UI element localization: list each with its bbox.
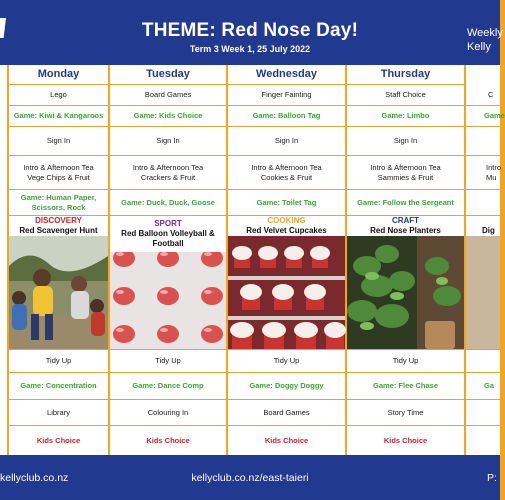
footer-website[interactable]: kellyclub.co.nz [0, 472, 69, 484]
kids-choice: Kids Choice [383, 435, 428, 445]
tidy-up: Tidy Up [228, 349, 345, 373]
category-label: SPORT [154, 219, 182, 228]
kids-choice-blank [466, 426, 500, 455]
sign-in: Sign In [9, 127, 108, 156]
activity-1: C [466, 85, 500, 106]
header-side-text-1: Weekly [467, 27, 503, 39]
afternoon-tea-line-2: Sammies & Fruit [377, 172, 434, 182]
tidy-up: Tidy Up [9, 349, 108, 373]
activity-1: Board Games [110, 85, 226, 106]
footer-banner [0, 455, 500, 500]
game-2: Game: Duck, Duck, Goose [110, 190, 226, 216]
header-side-text-2: Kelly [467, 41, 491, 53]
game-2: Game: Toilet Tag [228, 190, 345, 216]
page-subtitle: Term 3 Week 1, 25 July 2022 [189, 44, 311, 54]
game-2-blank [466, 190, 500, 216]
activity-2: Story Time [347, 400, 464, 426]
red-balls-photo [110, 236, 226, 349]
afternoon-tea-line-1: Intro [486, 163, 502, 173]
weekly-schedule-grid [0, 65, 505, 455]
game-2-line-2: Scissors, Rock [31, 202, 86, 212]
afternoon-tea-line-1: Intro & Afternoon Tea [23, 163, 94, 173]
sign-in: Sign In [347, 127, 464, 156]
game-1: Game: Kiwi & Kangaroos [9, 106, 108, 127]
game-3: Ga [466, 373, 500, 400]
afternoon-tea-line-1: Intro & Afternoon Tea [132, 163, 204, 173]
activity-2: Board Games [228, 400, 345, 426]
kids-choice: Kids Choice [36, 435, 81, 445]
feature-activity [110, 216, 226, 252]
sign-in-blank [466, 127, 500, 156]
header-banner [0, 0, 503, 65]
footer-phone-label: P: [487, 472, 497, 484]
column-thursday [347, 65, 464, 455]
feature-title-line-2: Football [152, 239, 184, 248]
game-3: Game: Concentration [9, 373, 108, 400]
tidy-up: Tidy Up [110, 349, 226, 373]
potted-plants-photo [347, 236, 464, 349]
game-2 [9, 190, 108, 216]
game-3: Game: Flee Chase [347, 373, 464, 400]
category-label: COOKING [267, 216, 306, 225]
sign-in: Sign In [110, 127, 226, 156]
column-monday [9, 65, 108, 455]
afternoon-tea-line-2: Cookies & Fruit [260, 172, 313, 182]
category-label: CRAFT [391, 216, 420, 225]
day-heading: Tuesday [110, 65, 226, 85]
game-1: Game: Balloon Tag [228, 106, 345, 127]
activity-1: Finger Fainting [228, 85, 345, 106]
game-1: Game: Limbo [347, 106, 464, 127]
activity-2: Colouring In [110, 400, 226, 426]
afternoon-tea-line-1: Intro & Afternoon Tea [370, 163, 441, 173]
day-heading: Monday [9, 65, 108, 85]
activity-1: Staff Choice [347, 85, 464, 106]
afternoon-tea-line-2: Vege Chips & Fruit [27, 172, 90, 182]
game-2-line-1: Game: Human Paper, [20, 193, 97, 203]
feature-activity [347, 216, 464, 236]
cupcakes-stand-photo [228, 236, 345, 349]
kids-choice: Kids Choice [146, 435, 190, 445]
day-heading: Thursday [347, 65, 464, 85]
game-1: Game [466, 106, 500, 127]
day-heading: Wednesday [228, 65, 345, 85]
feature-title: Dig [482, 226, 495, 235]
afternoon-tea-line-1: Intro & Afternoon Tea [251, 163, 322, 173]
feature-title: Red Nose Planters [370, 226, 441, 235]
column-tuesday [110, 65, 226, 455]
partial-column-left [0, 65, 7, 455]
game-2: Game: Follow the Sergeant [347, 190, 464, 216]
afternoon-tea [228, 156, 345, 190]
afternoon-tea [347, 156, 464, 190]
feature-title: Red Velvet Cupcakes [246, 226, 327, 235]
afternoon-tea [9, 156, 108, 190]
activity-2: Library [9, 400, 108, 426]
feature-activity [9, 216, 108, 236]
tidy-up-blank [466, 349, 500, 373]
category-label: DISCOVERY [35, 216, 82, 225]
afternoon-tea [466, 156, 500, 190]
game-3: Game: Doggy Doggy [228, 373, 345, 400]
feature-title-line-1: Red Balloon Volleyball & [121, 229, 215, 238]
column-friday-partial [466, 65, 505, 455]
footer-branch-url[interactable]: kellyclub.co.nz/east-taieri [191, 472, 309, 484]
afternoon-tea [110, 156, 226, 190]
column-wednesday [228, 65, 345, 455]
kids-choice: Kids Choice [264, 435, 309, 445]
game-1: Game: Kids Choice [110, 106, 226, 127]
children-playing-outdoors-photo [9, 236, 108, 349]
page-title: THEME: Red Nose Day! [141, 20, 359, 41]
feature-title: Red Scavenger Hunt [19, 226, 98, 235]
sign-in: Sign In [228, 127, 345, 156]
afternoon-tea-line-2: Crackers & Fruit [140, 172, 196, 182]
afternoon-tea-line-2: Mu [486, 172, 497, 182]
activity-1: Lego [9, 85, 108, 106]
friday-photo [466, 236, 500, 349]
activity-2-blank [466, 400, 500, 426]
tidy-up: Tidy Up [347, 349, 464, 373]
feature-activity [228, 216, 345, 236]
game-3: Game: Dance Comp [110, 373, 226, 400]
